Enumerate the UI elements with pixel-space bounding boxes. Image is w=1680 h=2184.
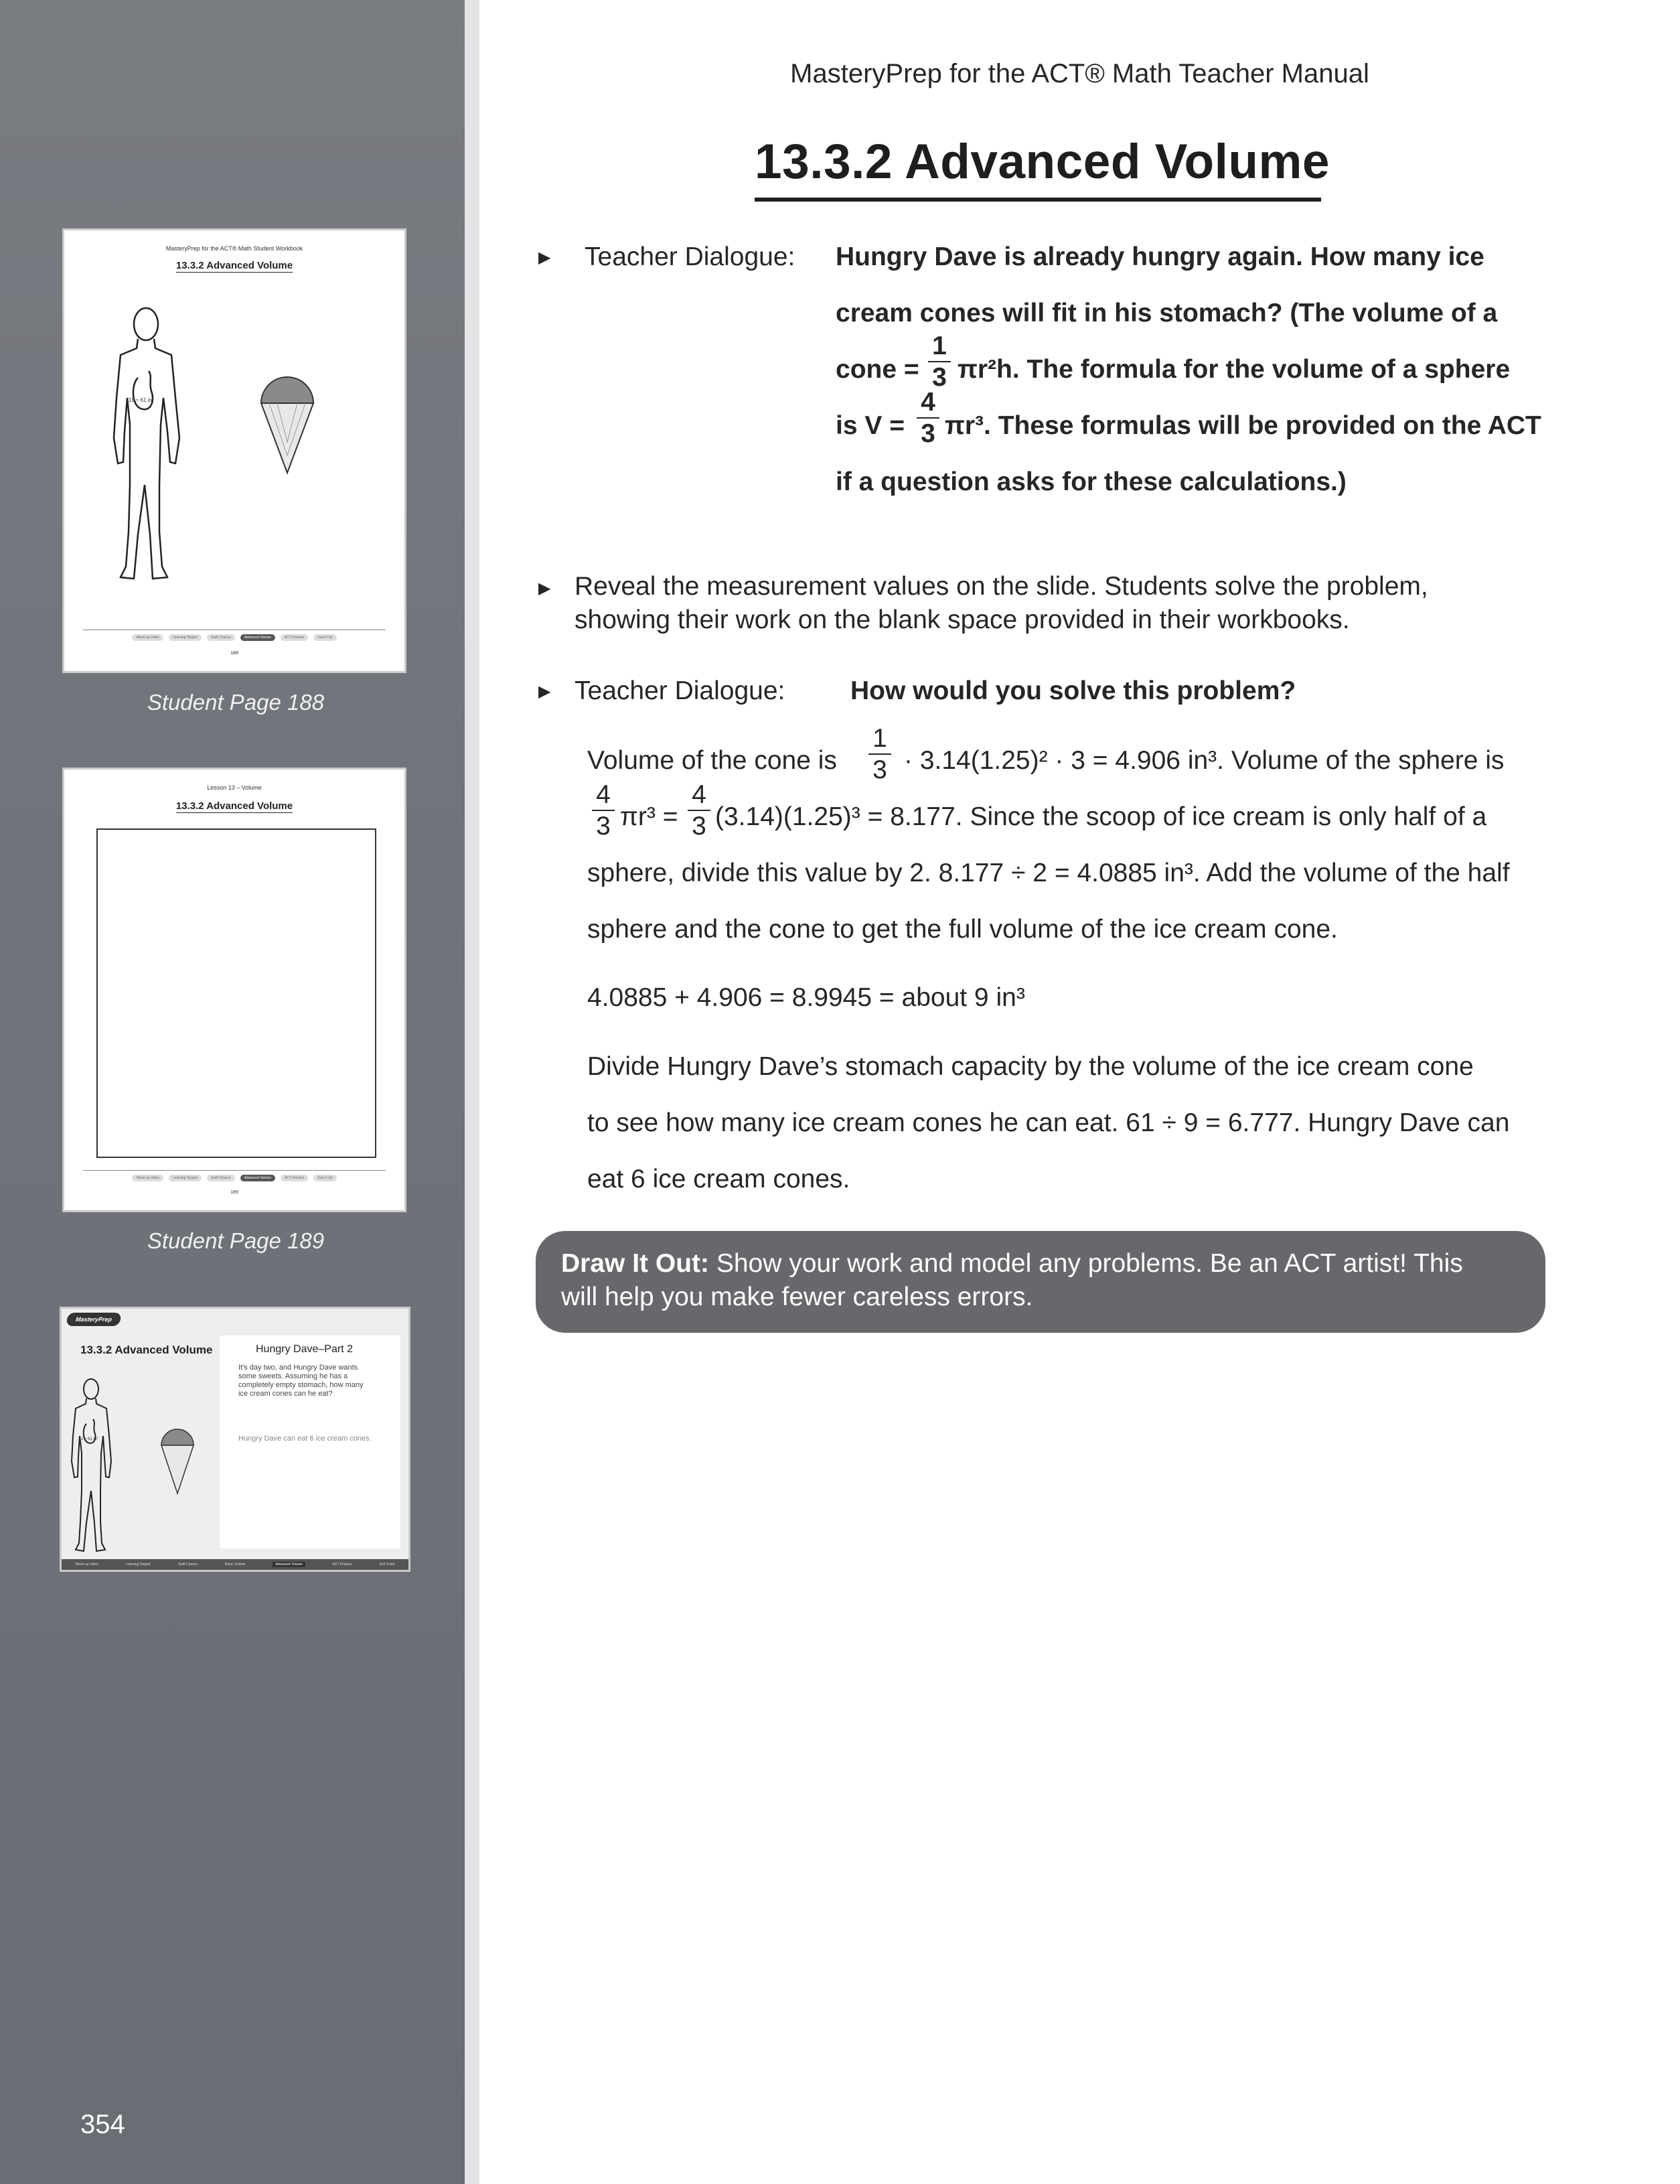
running-header: MasteryPrep for the ACT® Math Teacher Manual xyxy=(790,59,1369,88)
thumb-figure-label: 1L ≈ 61 in³ xyxy=(129,397,154,403)
draw-it-out-callout xyxy=(536,1231,1545,1333)
dialogue-line: cream cones will fit in his stomach? (The volume of a xyxy=(836,299,1498,327)
dialogue-line: if a question asks for these calculations.) xyxy=(836,467,1347,496)
bullet-marker: ▶ xyxy=(538,248,551,267)
dialogue-line: πr²h. The formula for the volume of a sphere xyxy=(958,355,1511,384)
thumb-header: Lesson 13 – Volume xyxy=(207,784,262,791)
fraction-one-third: 1 3 xyxy=(928,333,951,391)
caption-student-page-188: Student Page 188 xyxy=(147,690,325,715)
solution-line: to see how many ice cream cones he can eat. 61 ÷ 9 = 6.777. Hungry Dave can xyxy=(587,1108,1510,1137)
section-title: 13.3.2 Advanced Volume xyxy=(755,135,1330,189)
instruction-line: showing their work on the blank space provided in their workbooks. xyxy=(575,605,1350,634)
solution-line: Divide Hungry Dave’s stomach capacity by the volume of the ice cream cone xyxy=(587,1052,1474,1081)
student-page-188-thumbnail[interactable] xyxy=(62,228,406,673)
dialogue-line: Hungry Dave is already hungry again. How many ice xyxy=(836,242,1484,271)
thumb-nav: Warm-up Video Learning Targets Swift Chance Advanced Volume ACT Practice Sum It Up xyxy=(83,1170,386,1181)
dialogue-question: How would you solve this problem? xyxy=(850,676,1296,705)
ice-cream-cone-figure xyxy=(257,375,317,476)
solution-line: πr³ = xyxy=(620,802,678,831)
caption-student-page-189: Student Page 189 xyxy=(147,1228,325,1253)
fraction-four-thirds: 4 3 xyxy=(917,389,939,447)
student-page-189-thumbnail[interactable] xyxy=(62,768,406,1212)
teacher-dialogue-label: Teacher Dialogue: xyxy=(585,242,795,271)
fraction-four-thirds: 4 3 xyxy=(592,782,615,840)
fraction-one-third: 1 3 xyxy=(868,725,891,784)
bullet-marker: ▶ xyxy=(538,579,551,597)
slide-nav: Warm-up Video Learning Targets Swift Chance Basic Volume Advanced Volume ACT Practice Exit Ticket xyxy=(62,1559,408,1570)
sidebar-edge xyxy=(465,0,479,2184)
thumb-header: MasteryPrep for the ACT® Math Student Workbook xyxy=(165,245,303,252)
masteryprep-logo: MasteryPrep xyxy=(66,1313,122,1326)
solution-line: Volume of the cone is xyxy=(587,746,837,775)
dialogue-line: is V = xyxy=(836,411,905,440)
solution-line: sphere and the cone to get the full volume of the ice cream cone. xyxy=(587,915,1338,944)
callout-line: will help you make fewer careless errors. xyxy=(561,1283,1033,1311)
slide-body-text: It's day two, and Hungry Dave wants some sweets. Assuming he has a completely empty stomach, how many ice cream cones can he eat? xyxy=(238,1364,364,1398)
ice-cream-cone-figure xyxy=(159,1428,196,1495)
solution-line: sphere, divide this value by 2. 8.177 ÷ 2 = 4.0885 in³. Add the volume of the half xyxy=(587,859,1510,887)
slide-right-title: Hungry Dave–Part 2 xyxy=(256,1343,353,1355)
solution-equation: 4.0885 + 4.906 = 8.9945 = about 9 in³ xyxy=(587,983,1025,1012)
blank-work-space xyxy=(96,828,376,1158)
solution-line: · 3.14(1.25)² · 3 = 4.906 in³. Volume of the sphere is xyxy=(904,746,1505,775)
hungry-dave-figure xyxy=(70,1376,112,1556)
thumb-title: 13.3.2 Advanced Volume xyxy=(175,800,293,812)
fraction-four-thirds: 4 3 xyxy=(688,782,710,840)
hungry-dave-figure xyxy=(111,304,185,585)
bullet-marker: ▶ xyxy=(538,682,551,701)
callout-line: Draw It Out: Show your work and model any problems. Be an ACT artist! This xyxy=(561,1249,1463,1278)
dialogue-line: πr³. These formulas will be provided on the ACT xyxy=(945,411,1541,440)
slide-left-title: 13.3.2 Advanced Volume xyxy=(80,1343,213,1356)
thumb-page-number: 188 xyxy=(230,651,238,656)
thumb-page-number: 189 xyxy=(230,1190,238,1195)
callout-label: Draw It Out: xyxy=(561,1249,709,1278)
solution-line: eat 6 ice cream cones. xyxy=(587,1165,850,1193)
thumb-nav: Warm-up Video Learning Targets Swift Chance Advanced Volume ACT Practice Sum It Up xyxy=(83,630,386,641)
title-underline xyxy=(755,198,1321,202)
instruction-line: Reveal the measurement values on the slide. Students solve the problem, xyxy=(575,572,1428,601)
thumb-title: 13.3.2 Advanced Volume xyxy=(175,260,293,271)
slide-figure-label: 1L ≈ 61 in³ xyxy=(79,1437,98,1441)
dialogue-line: cone = xyxy=(836,355,919,384)
page-number: 354 xyxy=(80,2110,125,2139)
slide-answer-text: Hungry Dave can eat 6 ice cream cones. xyxy=(238,1435,372,1443)
slide-thumbnail[interactable] xyxy=(60,1307,410,1572)
teacher-dialogue-label: Teacher Dialogue: xyxy=(575,676,785,705)
solution-line: (3.14)(1.25)³ = 8.177. Since the scoop of ice cream is only half of a xyxy=(715,802,1487,831)
